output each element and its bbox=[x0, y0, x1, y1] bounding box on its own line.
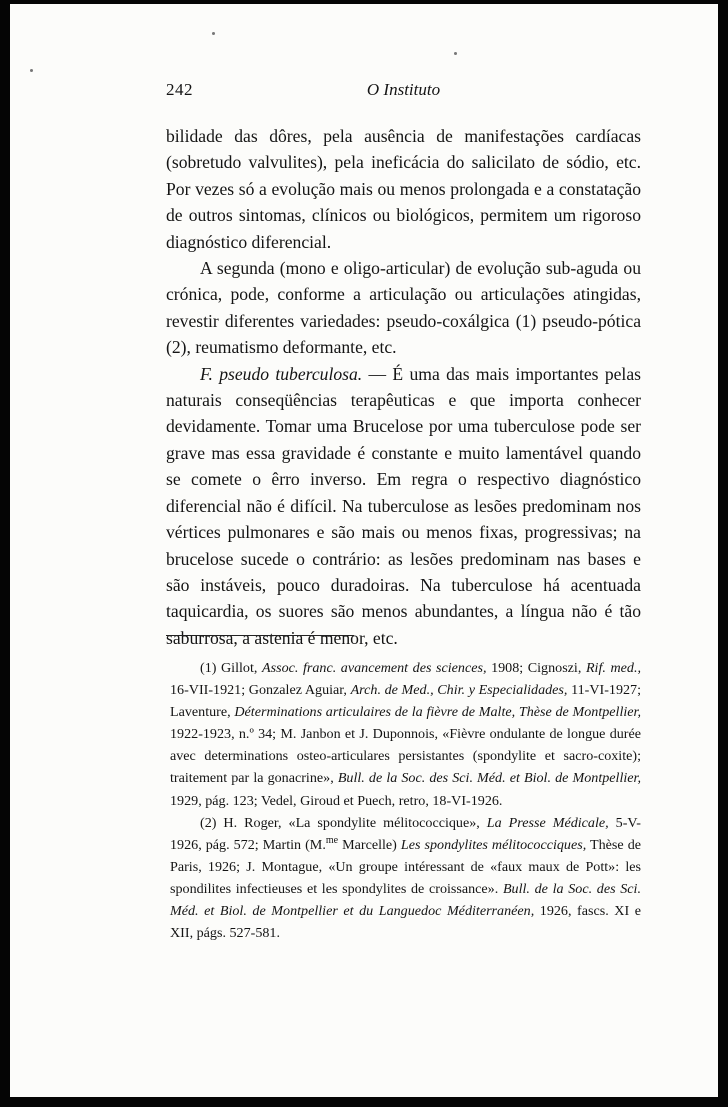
footnote-text: 1922-1923, n.º 34; M. Janbon et J. Duponnois, «Fièvre ondulante de longue durée avec determinations osteo-articulares persistantes (spondylite et sacro-coxite); traitement par la gonacrine», bbox=[170, 726, 641, 787]
paragraph-text: , reumatismo deformante, etc. bbox=[186, 337, 397, 358]
footnote-superscript: me bbox=[325, 834, 339, 846]
footnote-2 bbox=[170, 812, 641, 945]
footnote-1 bbox=[170, 657, 641, 812]
section-heading: F. pseudo tuberculosa. bbox=[200, 363, 363, 384]
footnote-text: 1926, fascs. XI e XII, págs. 527-581. bbox=[170, 903, 641, 942]
footnote-citation: Déterminations articulaires de la fièvre de Malte, Thèse de Montpellier, bbox=[234, 704, 641, 721]
footnote-ref: (1) bbox=[515, 310, 537, 331]
footnote-marker: (2) bbox=[200, 814, 217, 831]
footnotes bbox=[170, 657, 641, 944]
footnote-text: 1908; Cignoszi, bbox=[486, 660, 586, 676]
paragraph-text: pseudo-pótica bbox=[536, 310, 641, 331]
paragraph-text: A segunda (mono e oligo-articular) de evolução sub-aguda ou crónica, pode, conforme a articulação ou articulações atingidas, revestir diferentes variedades: pseudo-coxálgica bbox=[166, 258, 641, 331]
footnote-citation: Rif. med., bbox=[585, 660, 641, 676]
paragraph bbox=[166, 361, 641, 651]
footnote-marker: (1) bbox=[200, 660, 217, 676]
paper-speck bbox=[30, 69, 33, 72]
footnote-divider bbox=[166, 635, 354, 636]
footnote-text: Thèse de Paris, 1926; J. Montague, «Un groupe intéressant de «faux maux de Pott»: les spondilites infectieuses et les spondylites de croissance». bbox=[170, 836, 641, 897]
footnote-citation: Assoc. franc. avancement des sciences, bbox=[261, 660, 487, 676]
paragraph-text: — É uma das mais importantes pelas naturais conseqüências terapêuticas e que importa conhecer devidamente. Tomar uma Brucelose por uma tuberculose pode ser grave mas essa gravidade é constante e muito lamentável quando se comete o êrro inverso. Em regra o respectivo diagnóstico diferencial não é difícil. Na tuberculose as lesões predominam nos vértices pulmonares e são mais ou menos fixas, progressivas; na brucelose sucede o contrário: as lesões predominam nas bases e são instáveis, pouco duradoiras. Na tuberculose há acentuada taquicardia, os suores são menos abundantes, a língua não é tão saburrosa, a astenia é menor, etc. bbox=[166, 363, 641, 648]
footnote-citation: Bull. de la Soc. des Sci. Méd. et Biol. de Montpellier et du Languedoc Méditerranéen, bbox=[170, 880, 641, 920]
page-number: 242 bbox=[166, 80, 193, 99]
paper-speck bbox=[454, 52, 457, 55]
paragraph: bilidade das dôres, pela ausência de manifestações cardíacas (sobretudo valvulites), pela ineficácia do salicilato de sódio, etc. Por vezes só a evolução mais ou menos prolongada e a constatação de outros sintomas, clínicos ou biológicos, permitem um rigoroso diagnóstico diferencial. bbox=[166, 126, 641, 252]
paragraph bbox=[166, 255, 641, 361]
footnote-text: H. Roger, «La spondylite mélitococcique», bbox=[216, 814, 487, 831]
footnote-text: Marcelle) bbox=[338, 836, 401, 853]
footnote-text: 1929, pág. 123; Vedel, Giroud et Puech, retro, 18-VI-1926. bbox=[170, 792, 503, 809]
footnote-text: 16-VII-1921; Gonzalez Aguiar, bbox=[170, 682, 351, 699]
footnote-citation: Bull. de la Soc. des Sci. Méd. et Biol. de Montpellier, bbox=[337, 770, 641, 787]
footnote-text: 5-V-1926, pág. 572; Martin (M. bbox=[170, 814, 641, 853]
page-header bbox=[166, 80, 641, 102]
footnote-text: 11-VI-1927; Laventure, bbox=[170, 682, 641, 721]
running-title: O Instituto bbox=[366, 80, 441, 99]
footnote-citation: Les spondylites mélitococciques, bbox=[400, 836, 587, 853]
paper-speck bbox=[212, 32, 215, 35]
footnote-ref: (2) bbox=[166, 337, 187, 358]
body-text bbox=[166, 123, 641, 651]
footnote-text: Gillot, bbox=[216, 660, 262, 676]
footnote-citation: La Presse Médicale, bbox=[486, 814, 609, 831]
footnote-citation: Arch. de Med., Chir. y Especialidades, bbox=[350, 682, 568, 699]
